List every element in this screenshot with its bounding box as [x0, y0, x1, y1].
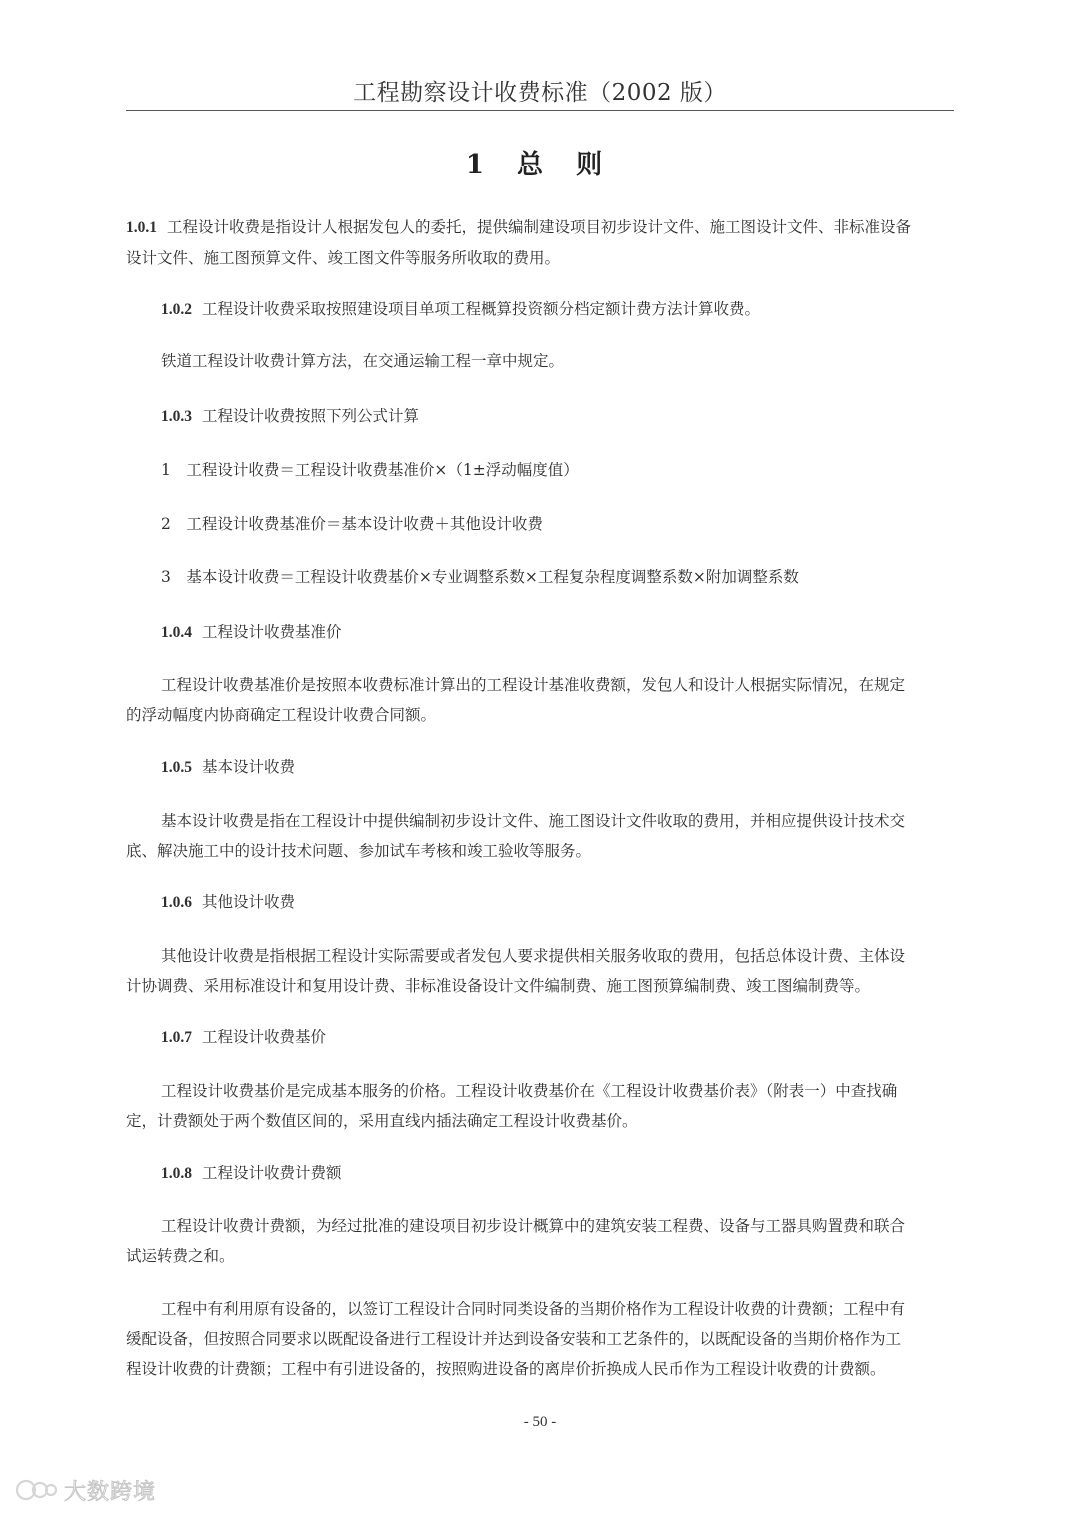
heading-1-0-4 — [161, 617, 954, 648]
header-rule — [126, 110, 954, 111]
paragraph-text: 的浮动幅度内协商确定工程设计收费合同额。 — [126, 706, 437, 724]
heading-1-0-5 — [161, 752, 954, 783]
paragraph-text: 其他设计收费是指根据工程设计实际需要或者发包人要求提供相关服务收取的费用，包括总体设计费、主体设 — [161, 947, 906, 965]
paragraph-text: 基本设计收费是指在工程设计中提供编制初步设计文件、施工图设计文件收取的费用，并相应提供设计技术交 — [161, 812, 906, 830]
clause-title: 基本设计收费 — [202, 758, 296, 776]
clause-number: 1.0.4 — [161, 624, 192, 641]
paragraph-text: 底、解决施工中的设计技术问题、参加试车考核和竣工验收等服务。 — [126, 842, 592, 860]
clause-number: 1.0.5 — [161, 759, 192, 776]
paragraph-text: 工程中有利用原有设备的，以签订工程设计合同时同类设备的当期价格作为工程设计收费的计费额；工程中有 — [161, 1300, 906, 1318]
paragraph-text: 工程设计收费基价是完成基本服务的价格。工程设计收费基价在《工程设计收费基价表》（附表一）中查找确 — [161, 1082, 898, 1100]
clause-title: 工程设计收费基价 — [202, 1028, 327, 1046]
paragraph-text: 试运转费之和。 — [126, 1247, 235, 1265]
paragraph-text: 定，计费额处于两个数值区间的，采用直线内插法确定工程设计收费基价。 — [126, 1112, 638, 1130]
paragraph-1-0-3 — [161, 401, 954, 432]
page-number: - 50 - — [523, 1414, 557, 1430]
paragraph-1-0-5 — [126, 806, 954, 866]
paragraph-1-0-4 — [126, 670, 954, 730]
clause-number: 1.0.2 — [161, 301, 192, 318]
paragraph-text: 工程设计收费是指设计人根据发包人的委托，提供编制建设项目初步设计文件、施工图设计文件、非标准设备 — [167, 218, 912, 236]
clause-number: 1.0.1 — [126, 219, 157, 236]
watermark — [14, 1470, 156, 1510]
heading-1-0-7 — [161, 1022, 954, 1053]
heading-1-0-6 — [161, 887, 954, 918]
paragraph-text: 工程设计收费基准价是按照本收费标准计算出的工程设计基准收费额，发包人和设计人根据实际情况，在规定 — [161, 676, 906, 694]
paragraph-1-0-6 — [126, 941, 954, 1001]
clause-number: 1.0.8 — [161, 1165, 192, 1182]
paragraph-text: 设计文件、施工图预算文件、竣工图文件等服务所收取的费用。 — [126, 249, 561, 267]
paragraph-1-0-8 — [126, 1211, 954, 1271]
formula-1: 1 工程设计收费＝工程设计收费基准价×（1±浮动幅度值） — [161, 461, 579, 479]
formula-2: 2 工程设计收费基准价＝基本设计收费＋其他设计收费 — [161, 515, 543, 533]
paragraph-1-0-7 — [126, 1076, 954, 1136]
watermark-logo-icon — [14, 1474, 58, 1506]
chapter-title: 1 总 则 — [465, 150, 615, 180]
paragraph-text: 程设计收费的计费额；工程中有引进设备的，按照购进设备的离岸价折换成人民币作为工程设计收费的计费额。 — [126, 1360, 886, 1378]
clause-title: 工程设计收费计费额 — [202, 1164, 342, 1182]
clause-number: 1.0.7 — [161, 1029, 192, 1046]
paragraph-1-0-8-equipment — [126, 1294, 954, 1384]
paragraph-text: 工程设计收费按照下列公式计算 — [202, 407, 420, 425]
paragraph-railway: 铁道工程设计收费计算方法，在交通运输工程一章中规定。 — [161, 352, 565, 370]
clause-number: 1.0.6 — [161, 894, 192, 911]
clause-number: 1.0.3 — [161, 408, 192, 425]
clause-title: 其他设计收费 — [202, 893, 296, 911]
paragraph-1-0-1 — [126, 212, 954, 273]
paragraph-text: 计协调费、采用标准设计和复用设计费、非标准设备设计文件编制费、施工图预算编制费、竣工图编制费等。 — [126, 977, 871, 995]
running-header: 工程勘察设计收费标准（2002 版） — [353, 80, 727, 106]
heading-1-0-8 — [161, 1158, 954, 1189]
watermark-text: 大数跨境 — [64, 1479, 157, 1505]
paragraph-text: 工程设计收费采取按照建设项目单项工程概算投资额分档定额计费方法计算收费。 — [202, 300, 761, 318]
paragraph-1-0-2 — [161, 294, 954, 325]
formula-3: 3 基本设计收费＝工程设计收费基价×专业调整系数×工程复杂程度调整系数×附加调整系数 — [161, 568, 799, 586]
clause-title: 工程设计收费基准价 — [202, 623, 342, 641]
paragraph-text: 缓配设备，但按照合同要求以既配设备进行工程设计并达到设备安装和工艺条件的，以既配设备的当期价格作为工 — [126, 1330, 902, 1348]
paragraph-text: 工程设计收费计费额，为经过批准的建设项目初步设计概算中的建筑安装工程费、设备与工器具购置费和联合 — [161, 1217, 906, 1235]
